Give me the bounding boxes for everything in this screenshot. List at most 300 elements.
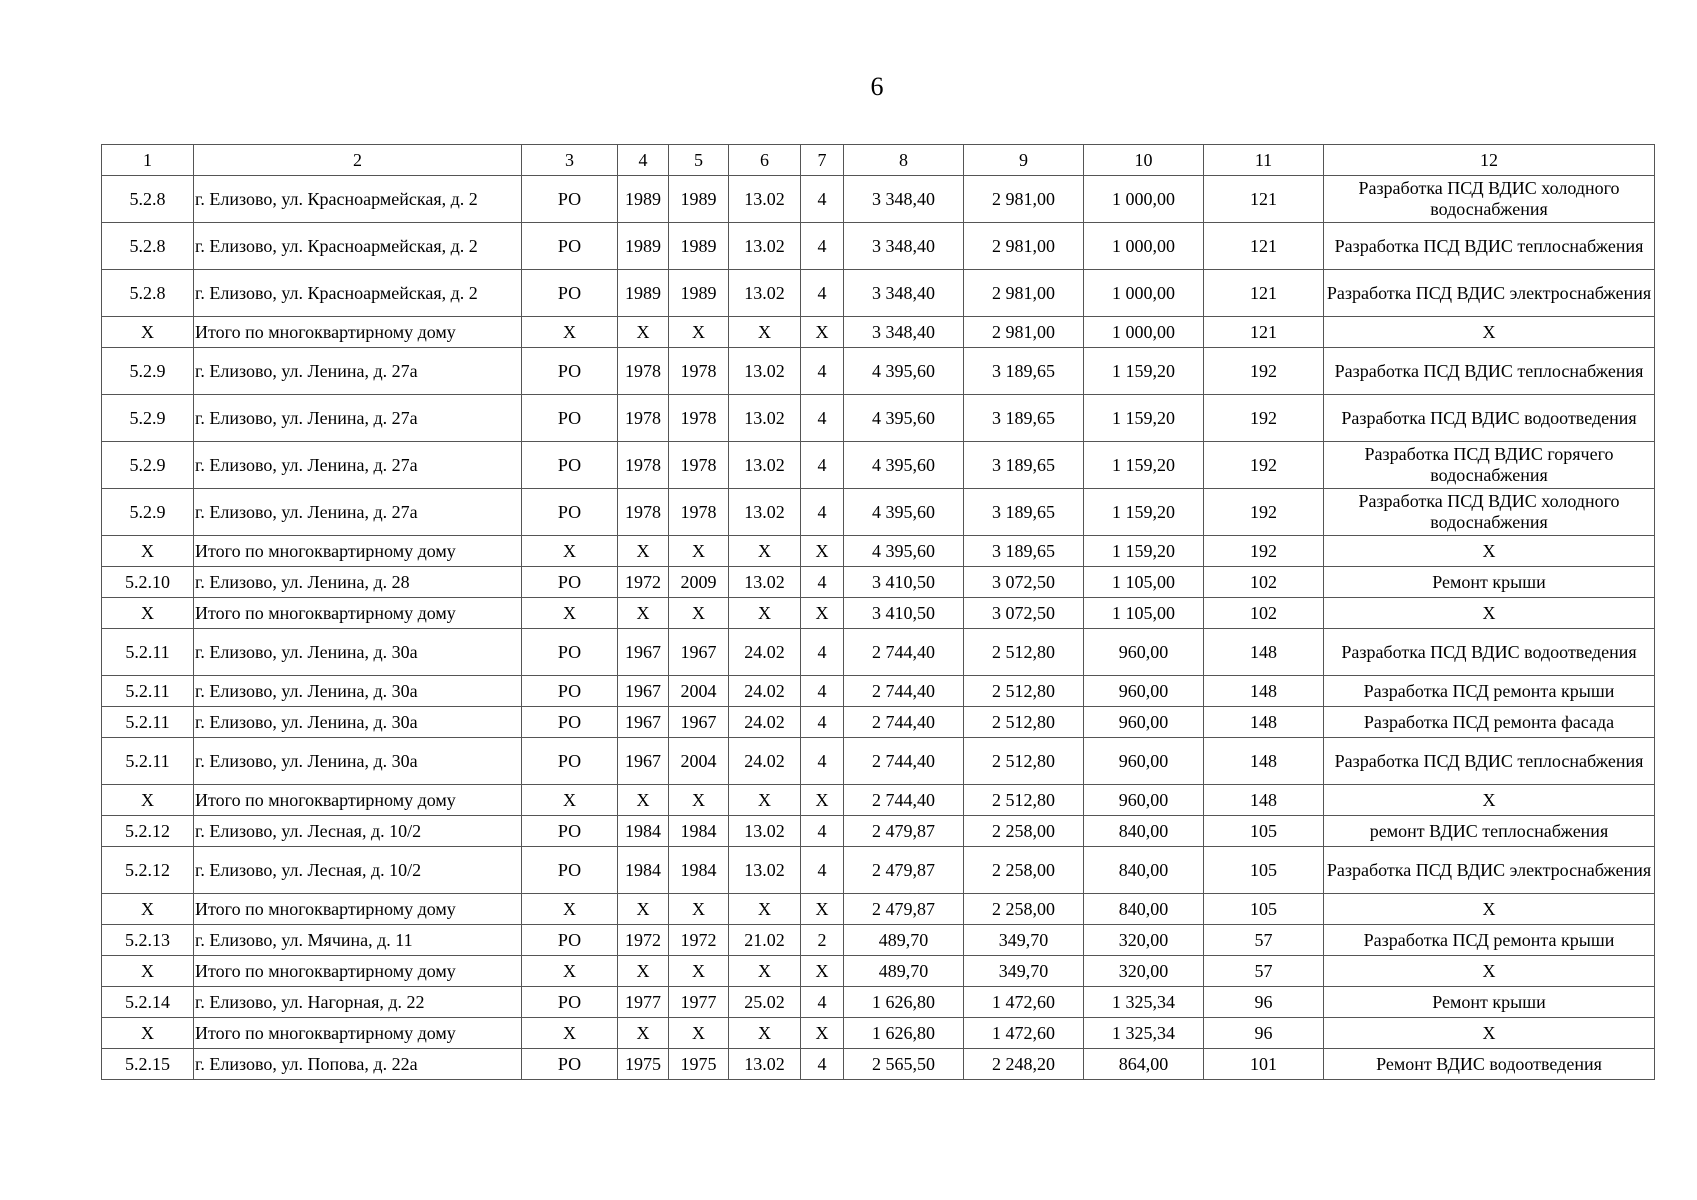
owner-method-cell: Х [522,536,618,567]
construction-year-cell: Х [618,894,669,925]
total-area-cell: 489,70 [844,925,964,956]
total-area-cell: 3 348,40 [844,270,964,317]
owner-method-cell: РО [522,348,618,395]
owner-method-cell: Х [522,956,618,987]
table-row [102,176,1655,223]
row-number-cell: Х [102,317,194,348]
address-cell: Итого по многоквартирному дому [194,317,522,348]
last-repair-year-cell: Х [669,785,729,816]
table-row [102,442,1655,489]
work-type-cell: Разработка ПСД ремонта крыши [1324,676,1655,707]
living-area-cell: 2 512,80 [964,785,1084,816]
owner-method-cell: РО [522,629,618,676]
living-area-cell: 3 189,65 [964,536,1084,567]
residents-cell: 57 [1204,925,1324,956]
residents-cell: 148 [1204,676,1324,707]
row-number-cell: 5.2.11 [102,738,194,785]
construction-year-cell: Х [618,536,669,567]
floors-cell: 4 [801,676,844,707]
address-cell: г. Елизово, ул. Ленина, д. 30а [194,707,522,738]
address-cell: Итого по многоквартирному дому [194,956,522,987]
living-area-cell: 3 072,50 [964,598,1084,629]
last-repair-year-cell: 2009 [669,567,729,598]
last-repair-year-cell: 2004 [669,676,729,707]
deadline-cell: 13.02 [729,348,801,395]
work-type-cell: Х [1324,536,1655,567]
residents-cell: 148 [1204,785,1324,816]
floors-cell: 4 [801,987,844,1018]
residents-cell: 121 [1204,270,1324,317]
living-area-cell: 3 189,65 [964,395,1084,442]
residents-cell: 102 [1204,598,1324,629]
construction-year-cell: 1978 [618,442,669,489]
address-cell: г. Елизово, ул. Ленина, д. 27а [194,442,522,489]
row-number-cell: 5.2.8 [102,176,194,223]
row-number-cell: 5.2.11 [102,676,194,707]
residents-cell: 192 [1204,489,1324,536]
construction-year-cell: 1989 [618,176,669,223]
floors-cell: Х [801,598,844,629]
address-cell: г. Елизово, ул. Ленина, д. 27а [194,489,522,536]
last-repair-year-cell: 1984 [669,847,729,894]
deadline-cell: 13.02 [729,489,801,536]
owner-method-cell: РО [522,270,618,317]
work-type-cell: Разработка ПСД ВДИС холодного водоснабжения [1324,176,1655,223]
floors-cell: 4 [801,707,844,738]
deadline-cell: Х [729,894,801,925]
column-number: 9 [964,145,1084,176]
last-repair-year-cell: 1977 [669,987,729,1018]
living-area-cell: 2 258,00 [964,816,1084,847]
last-repair-year-cell: 1978 [669,395,729,442]
total-area-cell: 4 395,60 [844,536,964,567]
total-area-cell: 3 348,40 [844,317,964,348]
deadline-cell: 13.02 [729,223,801,270]
table-row [102,925,1655,956]
floors-cell: 4 [801,489,844,536]
residential-area-cell: 960,00 [1084,676,1204,707]
work-type-cell: Разработка ПСД ВДИС теплоснабжения [1324,738,1655,785]
living-area-cell: 349,70 [964,925,1084,956]
row-number-cell: Х [102,956,194,987]
column-number: 2 [194,145,522,176]
floors-cell: 2 [801,925,844,956]
last-repair-year-cell: 1989 [669,270,729,317]
owner-method-cell: Х [522,894,618,925]
deadline-cell: Х [729,1018,801,1049]
subtotal-row [102,956,1655,987]
living-area-cell: 2 248,20 [964,1049,1084,1080]
residential-area-cell: 840,00 [1084,847,1204,894]
construction-year-cell: 1967 [618,676,669,707]
row-number-cell: 5.2.8 [102,223,194,270]
address-cell: Итого по многоквартирному дому [194,598,522,629]
residential-area-cell: 1 159,20 [1084,536,1204,567]
residents-cell: 96 [1204,987,1324,1018]
floors-cell: 4 [801,395,844,442]
living-area-cell: 2 981,00 [964,270,1084,317]
work-type-cell: Ремонт ВДИС водоотведения [1324,1049,1655,1080]
residents-cell: 121 [1204,317,1324,348]
work-type-cell: Разработка ПСД ремонта крыши [1324,925,1655,956]
owner-method-cell: РО [522,816,618,847]
residential-area-cell: 1 159,20 [1084,489,1204,536]
deadline-cell: 13.02 [729,270,801,317]
owner-method-cell: Х [522,598,618,629]
total-area-cell: 2 744,40 [844,738,964,785]
deadline-cell: 24.02 [729,707,801,738]
total-area-cell: 1 626,80 [844,987,964,1018]
work-type-cell: Ремонт крыши [1324,987,1655,1018]
floors-cell: Х [801,894,844,925]
last-repair-year-cell: Х [669,317,729,348]
table-row [102,816,1655,847]
living-area-cell: 2 981,00 [964,176,1084,223]
deadline-cell: 13.02 [729,847,801,894]
owner-method-cell: РО [522,847,618,894]
address-cell: г. Елизово, ул. Лесная, д. 10/2 [194,847,522,894]
column-number: 10 [1084,145,1204,176]
column-number-row [102,145,1655,176]
housing-register-table [101,144,1655,1080]
work-type-cell: Разработка ПСД ремонта фасада [1324,707,1655,738]
row-number-cell: 5.2.15 [102,1049,194,1080]
table-row [102,676,1655,707]
address-cell: Итого по многоквартирному дому [194,1018,522,1049]
total-area-cell: 2 744,40 [844,676,964,707]
deadline-cell: 21.02 [729,925,801,956]
residents-cell: 105 [1204,816,1324,847]
residents-cell: 192 [1204,536,1324,567]
row-number-cell: Х [102,536,194,567]
construction-year-cell: 1984 [618,816,669,847]
row-number-cell: 5.2.8 [102,270,194,317]
row-number-cell: Х [102,894,194,925]
living-area-cell: 1 472,60 [964,1018,1084,1049]
construction-year-cell: 1972 [618,925,669,956]
total-area-cell: 4 395,60 [844,348,964,395]
residents-cell: 105 [1204,894,1324,925]
work-type-cell: Разработка ПСД ВДИС теплоснабжения [1324,348,1655,395]
address-cell: г. Елизово, ул. Ленина, д. 27а [194,348,522,395]
residential-area-cell: 1 159,20 [1084,442,1204,489]
floors-cell: 4 [801,629,844,676]
living-area-cell: 3 189,65 [964,489,1084,536]
residents-cell: 102 [1204,567,1324,598]
row-number-cell: Х [102,1018,194,1049]
construction-year-cell: 1967 [618,629,669,676]
address-cell: г. Елизово, ул. Мячина, д. 11 [194,925,522,956]
last-repair-year-cell: 1978 [669,348,729,395]
deadline-cell: 13.02 [729,176,801,223]
total-area-cell: 3 348,40 [844,223,964,270]
row-number-cell: 5.2.11 [102,707,194,738]
total-area-cell: 3 348,40 [844,176,964,223]
residential-area-cell: 960,00 [1084,785,1204,816]
living-area-cell: 2 512,80 [964,707,1084,738]
row-number-cell: Х [102,598,194,629]
last-repair-year-cell: Х [669,1018,729,1049]
owner-method-cell: РО [522,223,618,270]
residential-area-cell: 1 000,00 [1084,223,1204,270]
last-repair-year-cell: 1978 [669,489,729,536]
deadline-cell: 13.02 [729,567,801,598]
last-repair-year-cell: 2004 [669,738,729,785]
total-area-cell: 2 744,40 [844,785,964,816]
table-row [102,489,1655,536]
row-number-cell: 5.2.9 [102,395,194,442]
construction-year-cell: 1989 [618,270,669,317]
deadline-cell: 24.02 [729,676,801,707]
owner-method-cell: РО [522,176,618,223]
floors-cell: 4 [801,348,844,395]
column-number: 3 [522,145,618,176]
owner-method-cell: Х [522,785,618,816]
table-row [102,567,1655,598]
row-number-cell: 5.2.12 [102,816,194,847]
page-number: 6 [870,72,884,101]
row-number-cell: 5.2.9 [102,348,194,395]
work-type-cell: Х [1324,1018,1655,1049]
living-area-cell: 2 512,80 [964,629,1084,676]
work-type-cell: Х [1324,894,1655,925]
work-type-cell: Х [1324,598,1655,629]
row-number-cell: Х [102,785,194,816]
total-area-cell: 4 395,60 [844,395,964,442]
living-area-cell: 349,70 [964,956,1084,987]
deadline-cell: Х [729,785,801,816]
owner-method-cell: РО [522,567,618,598]
total-area-cell: 4 395,60 [844,442,964,489]
owner-method-cell: РО [522,925,618,956]
construction-year-cell: Х [618,785,669,816]
work-type-cell: Разработка ПСД ВДИС электроснабжения [1324,270,1655,317]
work-type-cell: Разработка ПСД ВДИС водоотведения [1324,395,1655,442]
last-repair-year-cell: Х [669,536,729,567]
table-row [102,348,1655,395]
construction-year-cell: 1967 [618,707,669,738]
construction-year-cell: 1967 [618,738,669,785]
floors-cell: 4 [801,816,844,847]
deadline-cell: 24.02 [729,738,801,785]
table-row [102,270,1655,317]
living-area-cell: 2 258,00 [964,847,1084,894]
work-type-cell: Разработка ПСД ВДИС теплоснабжения [1324,223,1655,270]
subtotal-row [102,894,1655,925]
owner-method-cell: РО [522,676,618,707]
subtotal-row [102,1018,1655,1049]
living-area-cell: 3 072,50 [964,567,1084,598]
living-area-cell: 3 189,65 [964,442,1084,489]
living-area-cell: 3 189,65 [964,348,1084,395]
owner-method-cell: Х [522,317,618,348]
row-number-cell: 5.2.10 [102,567,194,598]
address-cell: г. Елизово, ул. Ленина, д. 30а [194,676,522,707]
address-cell: г. Елизово, ул. Красноармейская, д. 2 [194,270,522,317]
deadline-cell: Х [729,598,801,629]
residential-area-cell: 960,00 [1084,629,1204,676]
construction-year-cell: Х [618,1018,669,1049]
total-area-cell: 2 479,87 [844,847,964,894]
deadline-cell: 25.02 [729,987,801,1018]
work-type-cell: ремонт ВДИС теплоснабжения [1324,816,1655,847]
residents-cell: 96 [1204,1018,1324,1049]
table-row [102,629,1655,676]
address-cell: г. Елизово, ул. Попова, д. 22а [194,1049,522,1080]
last-repair-year-cell: Х [669,956,729,987]
residents-cell: 121 [1204,223,1324,270]
construction-year-cell: 1975 [618,1049,669,1080]
total-area-cell: 3 410,50 [844,567,964,598]
deadline-cell: 24.02 [729,629,801,676]
last-repair-year-cell: 1967 [669,707,729,738]
table-row [102,395,1655,442]
address-cell: Итого по многоквартирному дому [194,894,522,925]
last-repair-year-cell: 1984 [669,816,729,847]
residential-area-cell: 1 159,20 [1084,348,1204,395]
construction-year-cell: Х [618,956,669,987]
floors-cell: Х [801,536,844,567]
table-row [102,707,1655,738]
floors-cell: Х [801,956,844,987]
deadline-cell: Х [729,536,801,567]
residential-area-cell: 320,00 [1084,925,1204,956]
last-repair-year-cell: 1967 [669,629,729,676]
floors-cell: 4 [801,176,844,223]
address-cell: г. Елизово, ул. Ленина, д. 30а [194,738,522,785]
column-number: 8 [844,145,964,176]
residents-cell: 57 [1204,956,1324,987]
living-area-cell: 2 981,00 [964,317,1084,348]
address-cell: г. Елизово, ул. Ленина, д. 28 [194,567,522,598]
residential-area-cell: 1 105,00 [1084,598,1204,629]
address-cell: Итого по многоквартирному дому [194,785,522,816]
residential-area-cell: 960,00 [1084,738,1204,785]
residents-cell: 148 [1204,738,1324,785]
last-repair-year-cell: Х [669,894,729,925]
residential-area-cell: 864,00 [1084,1049,1204,1080]
living-area-cell: 2 981,00 [964,223,1084,270]
row-number-cell: 5.2.12 [102,847,194,894]
row-number-cell: 5.2.14 [102,987,194,1018]
work-type-cell: Разработка ПСД ВДИС водоотведения [1324,629,1655,676]
address-cell: г. Елизово, ул. Красноармейская, д. 2 [194,223,522,270]
floors-cell: Х [801,785,844,816]
table-row [102,738,1655,785]
last-repair-year-cell: 1989 [669,223,729,270]
subtotal-row [102,598,1655,629]
subtotal-row [102,785,1655,816]
subtotal-row [102,536,1655,567]
floors-cell: 4 [801,442,844,489]
residential-area-cell: 1 000,00 [1084,270,1204,317]
floors-cell: 4 [801,223,844,270]
owner-method-cell: РО [522,738,618,785]
column-number: 7 [801,145,844,176]
work-type-cell: Разработка ПСД ВДИС электроснабжения [1324,847,1655,894]
table-row [102,847,1655,894]
deadline-cell: 13.02 [729,395,801,442]
living-area-cell: 2 512,80 [964,738,1084,785]
deadline-cell: 13.02 [729,1049,801,1080]
residents-cell: 148 [1204,629,1324,676]
residents-cell: 192 [1204,442,1324,489]
column-number: 6 [729,145,801,176]
work-type-cell: Разработка ПСД ВДИС горячего водоснабжения [1324,442,1655,489]
floors-cell: 4 [801,1049,844,1080]
deadline-cell: 13.02 [729,816,801,847]
table-row [102,1049,1655,1080]
residents-cell: 148 [1204,707,1324,738]
column-number: 4 [618,145,669,176]
residents-cell: 105 [1204,847,1324,894]
last-repair-year-cell: Х [669,598,729,629]
floors-cell: 4 [801,847,844,894]
address-cell: г. Елизово, ул. Красноармейская, д. 2 [194,176,522,223]
deadline-cell: 13.02 [729,442,801,489]
column-number: 12 [1324,145,1655,176]
floors-cell: Х [801,1018,844,1049]
owner-method-cell: РО [522,489,618,536]
construction-year-cell: 1978 [618,395,669,442]
residential-area-cell: 1 325,34 [1084,987,1204,1018]
table-row [102,223,1655,270]
residents-cell: 101 [1204,1049,1324,1080]
floors-cell: Х [801,317,844,348]
owner-method-cell: РО [522,987,618,1018]
owner-method-cell: РО [522,1049,618,1080]
work-type-cell: Х [1324,785,1655,816]
column-number: 5 [669,145,729,176]
column-number: 11 [1204,145,1324,176]
address-cell: г. Елизово, ул. Ленина, д. 30а [194,629,522,676]
deadline-cell: Х [729,956,801,987]
floors-cell: 4 [801,567,844,598]
total-area-cell: 2 479,87 [844,816,964,847]
owner-method-cell: РО [522,395,618,442]
deadline-cell: Х [729,317,801,348]
construction-year-cell: 1972 [618,567,669,598]
construction-year-cell: Х [618,598,669,629]
floors-cell: 4 [801,270,844,317]
table-row [102,987,1655,1018]
work-type-cell: Х [1324,956,1655,987]
living-area-cell: 2 258,00 [964,894,1084,925]
address-cell: г. Елизово, ул. Ленина, д. 27а [194,395,522,442]
owner-method-cell: Х [522,1018,618,1049]
row-number-cell: 5.2.9 [102,489,194,536]
construction-year-cell: 1978 [618,489,669,536]
total-area-cell: 489,70 [844,956,964,987]
total-area-cell: 4 395,60 [844,489,964,536]
total-area-cell: 2 479,87 [844,894,964,925]
construction-year-cell: 1984 [618,847,669,894]
residential-area-cell: 1 325,34 [1084,1018,1204,1049]
residential-area-cell: 1 000,00 [1084,317,1204,348]
living-area-cell: 2 512,80 [964,676,1084,707]
construction-year-cell: 1977 [618,987,669,1018]
residential-area-cell: 960,00 [1084,707,1204,738]
total-area-cell: 2 744,40 [844,629,964,676]
total-area-cell: 2 744,40 [844,707,964,738]
residents-cell: 121 [1204,176,1324,223]
row-number-cell: 5.2.9 [102,442,194,489]
work-type-cell: Х [1324,317,1655,348]
total-area-cell: 3 410,50 [844,598,964,629]
row-number-cell: 5.2.13 [102,925,194,956]
residential-area-cell: 1 105,00 [1084,567,1204,598]
residential-area-cell: 840,00 [1084,894,1204,925]
